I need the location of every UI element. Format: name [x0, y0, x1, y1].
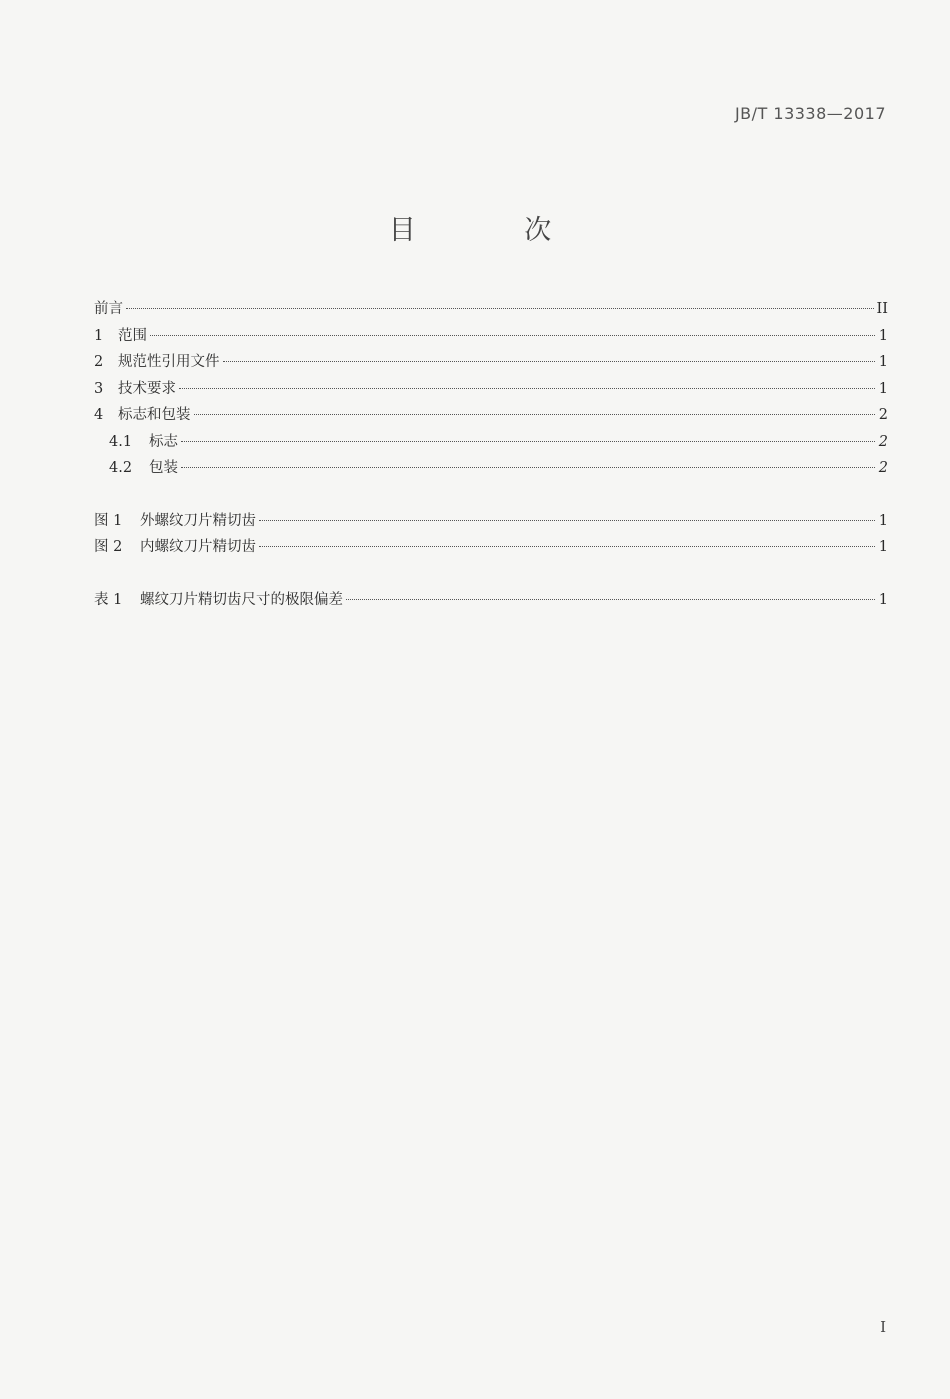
dot-leader: [181, 441, 875, 442]
toc-entry-foreword[interactable]: [94, 296, 888, 323]
toc-entry-figure-2[interactable]: [94, 534, 888, 561]
toc-entry-table-1[interactable]: [94, 587, 888, 614]
figure-label: 外螺纹刀片精切齿: [140, 512, 256, 529]
dot-leader: [259, 520, 875, 521]
document-code: JB/T 13338—2017: [734, 104, 886, 123]
toc-number: 1: [94, 327, 104, 344]
toc-entry-marking[interactable]: [94, 429, 888, 456]
figure-number: 图 1: [94, 512, 123, 529]
toc-entry-packaging[interactable]: [94, 455, 888, 482]
table-of-contents: [94, 296, 888, 613]
page-number: I: [880, 1318, 886, 1336]
toc-entry-marking-and-packaging[interactable]: [94, 402, 888, 429]
dot-leader: [346, 599, 875, 600]
toc-page-number: II: [876, 301, 888, 317]
toc-entry-figure-1[interactable]: [94, 508, 888, 535]
toc-page-number: 2: [878, 433, 888, 450]
section-gap: [94, 482, 888, 508]
toc-entry-technical-requirements[interactable]: [94, 376, 888, 403]
dot-leader: [181, 467, 875, 468]
toc-label: 规范性引用文件: [118, 354, 220, 370]
dot-leader: [223, 361, 876, 362]
toc-label: 标志和包装: [118, 407, 191, 423]
dot-leader: [179, 388, 875, 389]
toc-number: 4: [94, 407, 104, 423]
toc-page-number: 2: [878, 460, 888, 476]
toc-entry-scope[interactable]: [94, 323, 888, 350]
toc-page-number: 1: [878, 380, 888, 397]
dot-leader: [259, 546, 875, 547]
toc-page-number: 1: [878, 591, 888, 608]
toc-label: 包装: [149, 460, 178, 476]
toc-page-number: 2: [878, 407, 888, 423]
toc-number: 2: [94, 354, 104, 370]
toc-number: 4.2: [109, 460, 133, 476]
toc-page-number: 1: [878, 354, 888, 370]
toc-page-number: 1: [878, 539, 888, 555]
dot-leader: [194, 414, 876, 415]
toc-number: 4.1: [109, 433, 133, 450]
figure-number: 图 2: [94, 539, 123, 555]
figure-label: 内螺纹刀片精切齿: [140, 539, 256, 555]
toc-page-number: 1: [878, 512, 888, 529]
toc-entry-normative-references[interactable]: [94, 349, 888, 376]
table-number: 表 1: [94, 591, 123, 608]
dot-leader: [126, 308, 874, 309]
toc-label: 技术要求: [118, 380, 176, 397]
toc-label: 范围: [118, 327, 147, 344]
toc-page-number: 1: [878, 327, 888, 344]
dot-leader: [150, 335, 875, 336]
table-label: 螺纹刀片精切齿尺寸的极限偏差: [140, 591, 343, 608]
section-gap: [94, 561, 888, 587]
page-title: 目 次: [388, 215, 602, 246]
toc-label: 标志: [149, 433, 178, 450]
toc-number: 3: [94, 380, 104, 397]
toc-label: 前言: [94, 301, 123, 317]
